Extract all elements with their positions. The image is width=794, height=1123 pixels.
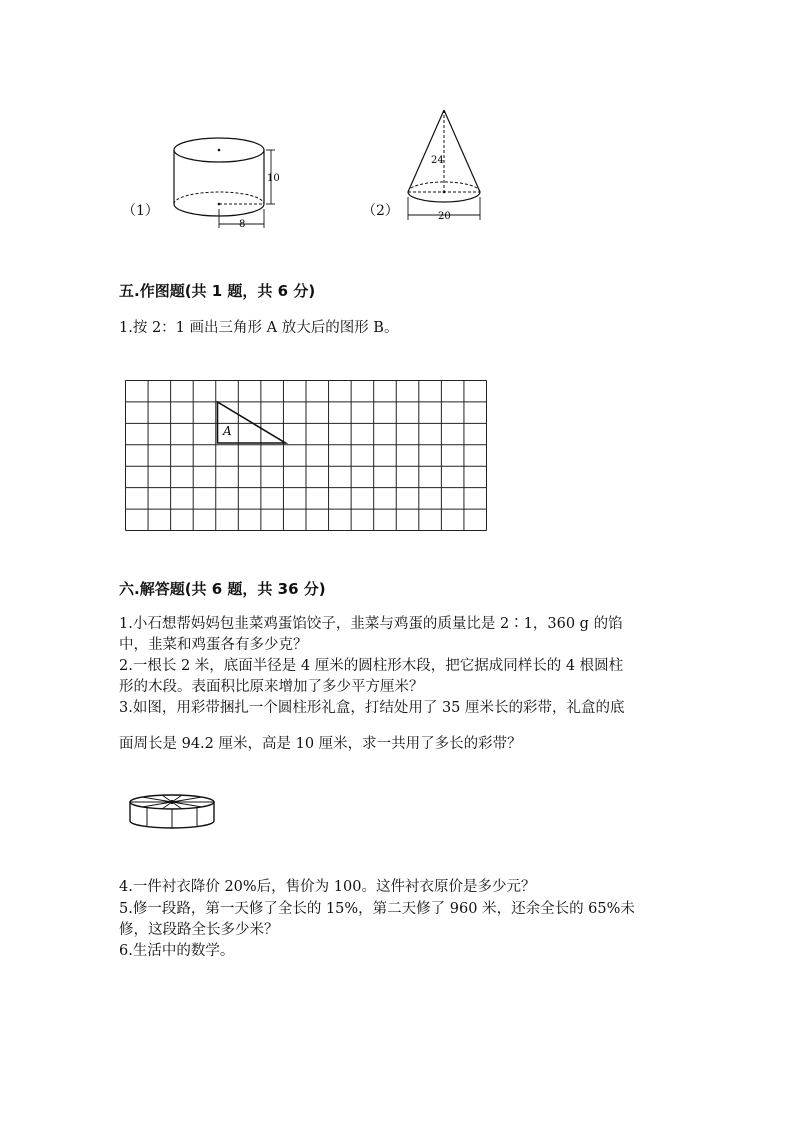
gift-box-figure <box>127 793 219 833</box>
section6-title: 六.解答题(共 6 题，共 36 分) <box>119 580 326 598</box>
cone-diameter-label: 20 <box>438 211 451 222</box>
section6-q3-line1: 3.如图，用彩带捆扎一个圆柱形礼盒，打结处用了 35 厘米长的彩带，礼盒的底 <box>119 700 625 716</box>
section6-q2-line1: 2.一根长 2 米，底面半径是 4 厘米的圆柱形木段，把它据成同样长的 4 根圆柱 <box>119 658 624 674</box>
section6-q1-line2: 中，韭菜和鸡蛋各有多少克？ <box>119 637 308 653</box>
section5-q1: 1.按 2：1 画出三角形 A 放大后的图形 B。 <box>119 320 399 336</box>
cylinder-height-label: 10 <box>267 173 280 184</box>
section6-q3-line2: 面周长是 94.2 厘米，高是 10 厘米，求一共用了多长的彩带？ <box>119 736 522 752</box>
cone-height-label: 24 <box>431 155 444 166</box>
figure-2-label: （2） <box>362 203 399 219</box>
cone-figure <box>400 104 495 224</box>
section6-q5-line2: 修，这段路全长多少米？ <box>119 922 279 938</box>
figure-1-label: （1） <box>122 203 159 219</box>
square-grid <box>125 377 491 533</box>
section6-q2-line2: 形的木段。表面积比原来增加了多少平方厘米？ <box>119 679 424 695</box>
cylinder-figure <box>165 128 285 233</box>
triangle-a-label: A <box>223 424 232 438</box>
cylinder-radius-label: 8 <box>239 219 246 230</box>
section5-title: 五.作图题(共 1 题，共 6 分) <box>119 282 316 300</box>
section6-q1-line1: 1.小石想帮妈妈包韭菜鸡蛋馅饺子，韭菜与鸡蛋的质量比是 2∶1，360 g 的馅 <box>119 616 623 632</box>
section6-q4: 4.一件衬衣降价 20%后，售价为 100。这件衬衣原价是多少元？ <box>119 879 536 895</box>
section6-q5-line1: 5.修一段路，第一天修了全长的 15%，第二天修了 960 米，还余全长的 65%未 <box>119 901 635 917</box>
section6-q6: 6.生活中的数学。 <box>119 943 235 959</box>
